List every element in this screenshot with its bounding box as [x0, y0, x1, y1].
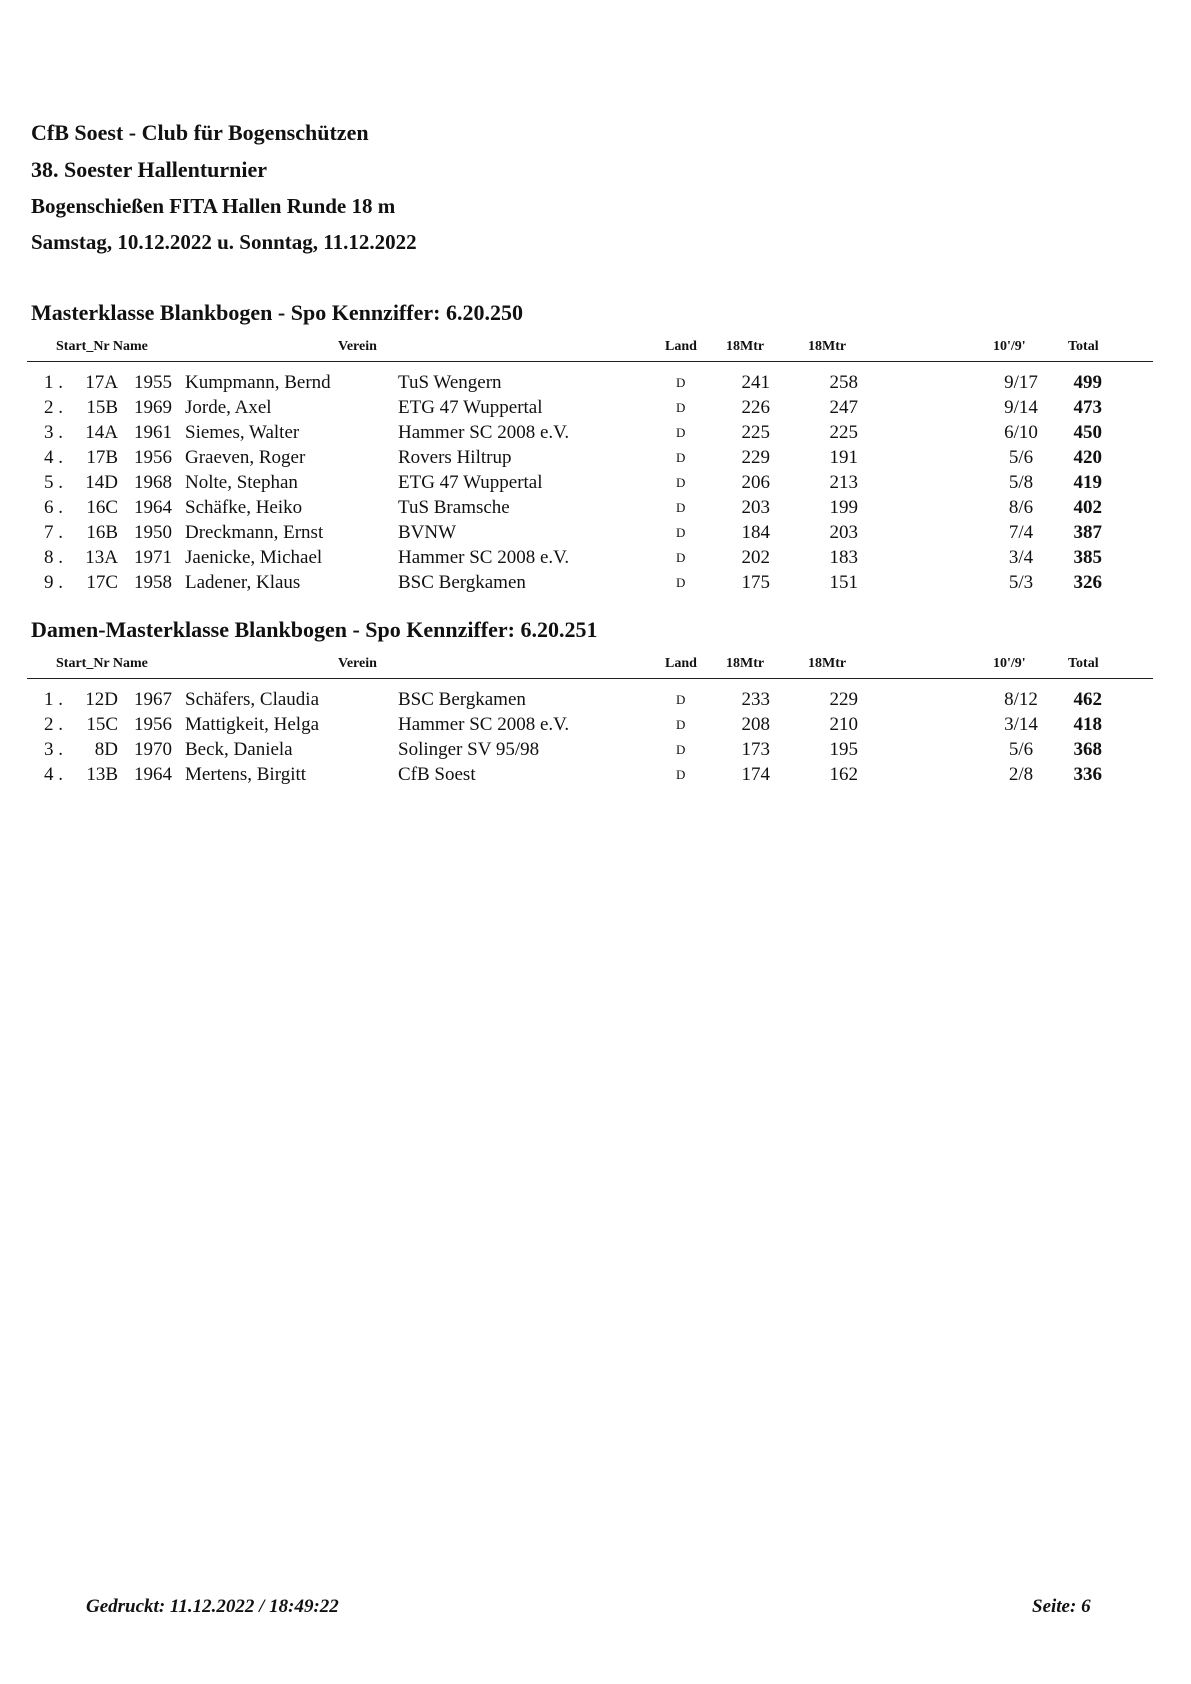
tens-nines: 5/6 — [1008, 739, 1034, 760]
table-row — [0, 687, 1191, 712]
col-total: Total — [1068, 339, 1099, 354]
table-row — [0, 520, 1191, 545]
total-score: 418 — [1073, 714, 1102, 735]
col-verein: Verein — [338, 656, 377, 671]
score-round-2: 247 — [829, 397, 858, 418]
col-18mtr-2: 18Mtr — [808, 339, 847, 354]
club-name: BVNW — [398, 522, 457, 543]
country: D — [676, 475, 686, 490]
birth-year: 1967 — [134, 689, 172, 710]
total-score: 499 — [1073, 372, 1102, 393]
rank: 5 . — [44, 472, 63, 493]
tens-nines: 7/4 — [1008, 522, 1034, 543]
start-number: 14A — [85, 422, 118, 443]
tens-nines: 5/6 — [1008, 447, 1034, 468]
col-total: Total — [1068, 656, 1099, 671]
athlete-name: Graeven, Roger — [185, 447, 306, 468]
total-score: 402 — [1073, 497, 1102, 518]
score-round-2: 213 — [829, 472, 858, 493]
start-number: 12D — [85, 689, 118, 710]
printed-timestamp: Gedruckt: 11.12.2022 / 18:49:22 — [86, 1596, 339, 1617]
country: D — [676, 692, 686, 707]
athlete-name: Kumpmann, Bernd — [185, 372, 331, 393]
country: D — [676, 717, 686, 732]
score-round-1: 203 — [741, 497, 770, 518]
score-round-2: 210 — [829, 714, 858, 735]
discipline-title: Bogenschießen FITA Hallen Runde 18 m — [31, 194, 396, 218]
start-number: 15B — [86, 397, 118, 418]
table-row — [0, 712, 1191, 737]
athlete-name: Schäfke, Heiko — [185, 497, 303, 518]
birth-year: 1971 — [134, 547, 172, 568]
score-round-1: 173 — [741, 739, 770, 760]
club-name: TuS Wengern — [398, 372, 502, 393]
tens-nines: 9/14 — [1004, 397, 1038, 418]
rank: 6 . — [44, 497, 63, 518]
club-name: BSC Bergkamen — [398, 689, 526, 710]
total-score: 419 — [1073, 472, 1102, 493]
rank: 2 . — [44, 714, 63, 735]
score-round-1: 241 — [741, 372, 770, 393]
rank: 1 . — [44, 689, 63, 710]
col-verein: Verein — [338, 339, 377, 354]
start-number: 14D — [85, 472, 118, 493]
birth-year: 1969 — [134, 397, 172, 418]
start-number: 17A — [85, 372, 118, 393]
score-round-2: 199 — [829, 497, 858, 518]
results-list — [0, 687, 1191, 787]
athlete-name: Mattigkeit, Helga — [185, 714, 320, 735]
score-round-2: 183 — [829, 547, 858, 568]
score-round-1: 202 — [741, 547, 770, 568]
country: D — [676, 450, 686, 465]
tens-nines: 8/6 — [1008, 497, 1034, 518]
club-name: TuS Bramsche — [398, 497, 510, 518]
score-round-2: 191 — [829, 447, 858, 468]
country: D — [676, 500, 686, 515]
score-round-2: 229 — [829, 689, 858, 710]
total-score: 385 — [1073, 547, 1102, 568]
total-score: 368 — [1073, 739, 1102, 760]
score-round-1: 175 — [741, 572, 770, 593]
start-number: 15C — [86, 714, 118, 735]
country: D — [676, 575, 686, 590]
birth-year: 1950 — [134, 522, 172, 543]
col-18mtr-2: 18Mtr — [808, 656, 847, 671]
start-number: 13A — [85, 547, 118, 568]
club-name: ETG 47 Wuppertal — [398, 472, 543, 493]
rank: 1 . — [44, 372, 63, 393]
athlete-name: Ladener, Klaus — [185, 572, 301, 593]
club-name: Hammer SC 2008 e.V. — [398, 422, 570, 443]
club-title: CfB Soest - Club für Bogenschützen — [31, 120, 369, 145]
birth-year: 1970 — [134, 739, 172, 760]
birth-year: 1968 — [134, 472, 172, 493]
athlete-name: Schäfers, Claudia — [185, 689, 320, 710]
col-18mtr-1: 18Mtr — [726, 339, 765, 354]
total-score: 450 — [1073, 422, 1102, 443]
country: D — [676, 550, 686, 565]
start-number: 8D — [94, 739, 118, 760]
start-number: 17C — [86, 572, 118, 593]
results-list — [0, 370, 1191, 595]
col-land: Land — [665, 339, 697, 354]
score-round-2: 151 — [829, 572, 858, 593]
athlete-name: Dreckmann, Ernst — [185, 522, 324, 543]
date-line: Samstag, 10.12.2022 u. Sonntag, 11.12.2022 — [31, 230, 417, 254]
athlete-name: Siemes, Walter — [185, 422, 300, 443]
total-score: 387 — [1073, 522, 1102, 543]
birth-year: 1958 — [134, 572, 172, 593]
rank: 4 . — [44, 764, 63, 785]
birth-year: 1961 — [134, 422, 172, 443]
total-score: 473 — [1073, 397, 1102, 418]
score-round-2: 195 — [829, 739, 858, 760]
rank: 9 . — [44, 572, 63, 593]
club-name: Hammer SC 2008 e.V. — [398, 714, 570, 735]
athlete-name: Mertens, Birgitt — [185, 764, 307, 785]
birth-year: 1964 — [134, 497, 172, 518]
start-number: 17B — [86, 447, 118, 468]
club-name: ETG 47 Wuppertal — [398, 397, 543, 418]
section-title: Masterklasse Blankbogen - Spo Kennziffer: 6.20.250 — [31, 300, 523, 325]
rank: 4 . — [44, 447, 63, 468]
score-round-1: 226 — [741, 397, 770, 418]
birth-year: 1964 — [134, 764, 172, 785]
col-land: Land — [665, 656, 697, 671]
score-round-2: 162 — [829, 764, 858, 785]
club-name: CfB Soest — [398, 764, 476, 785]
score-round-1: 233 — [741, 689, 770, 710]
rank: 3 . — [44, 739, 63, 760]
table-row — [0, 470, 1191, 495]
table-row — [0, 370, 1191, 395]
rank: 2 . — [44, 397, 63, 418]
total-score: 336 — [1073, 764, 1102, 785]
table-row — [0, 737, 1191, 762]
rank: 8 . — [44, 547, 63, 568]
col-tens-nines: 10'/9' — [993, 656, 1026, 671]
score-round-1: 184 — [741, 522, 770, 543]
total-score: 326 — [1073, 572, 1102, 593]
country: D — [676, 375, 686, 390]
club-name: Rovers Hiltrup — [398, 447, 512, 468]
score-round-1: 225 — [741, 422, 770, 443]
table-row — [0, 445, 1191, 470]
club-name: BSC Bergkamen — [398, 572, 526, 593]
header-divider — [27, 678, 1153, 679]
birth-year: 1956 — [134, 447, 172, 468]
tens-nines: 2/8 — [1008, 764, 1034, 785]
country: D — [676, 742, 686, 757]
tens-nines: 8/12 — [1004, 689, 1038, 710]
country: D — [676, 425, 686, 440]
rank: 3 . — [44, 422, 63, 443]
athlete-name: Beck, Daniela — [185, 739, 293, 760]
club-name: Hammer SC 2008 e.V. — [398, 547, 570, 568]
country: D — [676, 400, 686, 415]
score-round-1: 206 — [741, 472, 770, 493]
birth-year: 1956 — [134, 714, 172, 735]
tens-nines: 9/17 — [1004, 372, 1038, 393]
score-round-1: 174 — [741, 764, 770, 785]
athlete-name: Jaenicke, Michael — [185, 547, 323, 568]
tens-nines: 6/10 — [1004, 422, 1038, 443]
section-title: Damen-Masterklasse Blankbogen - Spo Kennziffer: 6.20.251 — [31, 617, 598, 642]
tens-nines: 3/4 — [1008, 547, 1034, 568]
table-row — [0, 545, 1191, 570]
start-number: 16B — [86, 522, 118, 543]
tens-nines: 5/3 — [1008, 572, 1034, 593]
score-round-1: 229 — [741, 447, 770, 468]
tournament-title: 38. Soester Hallenturnier — [31, 157, 268, 182]
score-round-1: 208 — [741, 714, 770, 735]
start-number: 13B — [86, 764, 118, 785]
table-row — [0, 570, 1191, 595]
birth-year: 1955 — [134, 372, 172, 393]
start-number: 16C — [86, 497, 118, 518]
score-round-2: 203 — [829, 522, 858, 543]
col-start-nr-name: Start_Nr Name — [56, 656, 148, 671]
total-score: 462 — [1073, 689, 1102, 710]
page-number: Seite: 6 — [1032, 1596, 1091, 1617]
total-score: 420 — [1073, 447, 1102, 468]
country: D — [676, 767, 686, 782]
athlete-name: Nolte, Stephan — [185, 472, 298, 493]
table-row — [0, 420, 1191, 445]
tens-nines: 3/14 — [1004, 714, 1038, 735]
country: D — [676, 525, 686, 540]
club-name: Solinger SV 95/98 — [398, 739, 540, 760]
table-row — [0, 762, 1191, 787]
col-18mtr-1: 18Mtr — [726, 656, 765, 671]
score-round-2: 258 — [829, 372, 858, 393]
tens-nines: 5/8 — [1008, 472, 1034, 493]
athlete-name: Jorde, Axel — [185, 397, 272, 418]
rank: 7 . — [44, 522, 63, 543]
header-divider — [27, 361, 1153, 362]
score-round-2: 225 — [829, 422, 858, 443]
table-row — [0, 395, 1191, 420]
col-tens-nines: 10'/9' — [993, 339, 1026, 354]
col-start-nr-name: Start_Nr Name — [56, 339, 148, 354]
table-row — [0, 495, 1191, 520]
